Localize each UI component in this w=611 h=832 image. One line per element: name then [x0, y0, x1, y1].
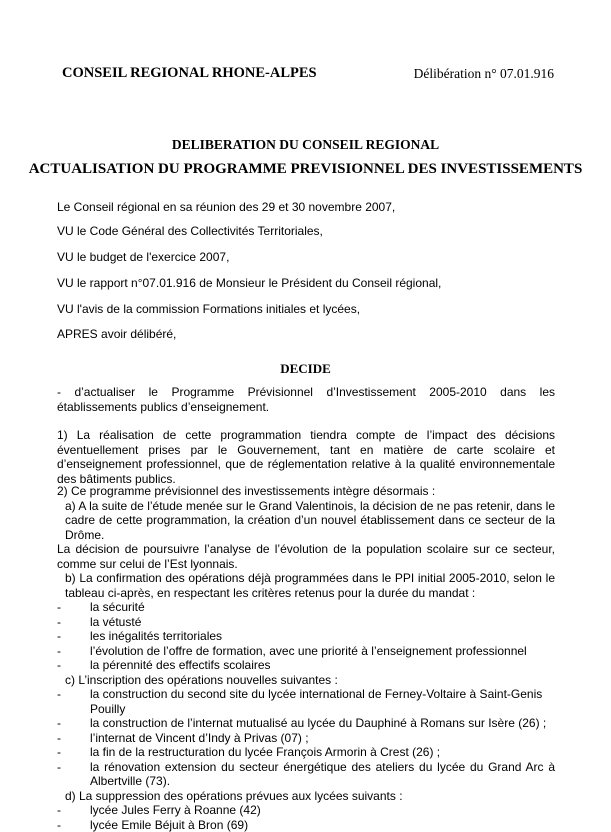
point-2-c: c) L’inscription des opérations nouvelles suivantes :: [57, 673, 555, 688]
section-point-2: [57, 484, 555, 832]
document-title: DELIBERATION DU CONSEIL REGIONAL: [0, 137, 611, 153]
criteria-list: [57, 600, 555, 673]
list-item: - la construction du second site du lycée international de Ferney-Voltaire à Saint-Genis Pouilly: [57, 687, 555, 716]
list-item: - l’internat de Vincent d’Indy à Privas (07) ;: [57, 731, 555, 746]
visa-code: VU le Code Général des Collectivités Territoriales,: [57, 224, 555, 239]
paragraph-actualiser: - d’actualiser le Programme Prévisionnel d’Investissement 2005-2010 dans les établissements publics d’enseignement.: [57, 385, 555, 414]
preamble-intro: Le Conseil régional en sa réunion des 29 et 30 novembre 2007,: [57, 200, 555, 215]
point-2-intro: 2) Ce programme prévisionnel des investissements intègre désormais :: [57, 484, 555, 499]
list-item: - la construction de l’internat mutualisé au lycée du Dauphiné à Romans sur Isère (26) ;: [57, 716, 555, 731]
paragraph-point-1: 1) La réalisation de cette programmation tiendra compte de l’impact des décisions éventuellement prises par le Gouvernement, tant en matière de carte scolaire et d’enseignement professionnel, que de réglementation relative à la qualité environnementale des bâtiments publics.: [57, 428, 555, 486]
visa-budget: VU le budget de l'exercice 2007,: [57, 250, 555, 265]
apres-delibere: APRES avoir délibéré,: [57, 327, 555, 342]
list-item: - lycée Emile Béjuit à Bron (69): [57, 818, 555, 832]
list-item: - la sécurité: [57, 600, 555, 615]
point-2-b: b) La confirmation des opérations déjà programmées dans le PPI initial 2005-2010, selon le tableau ci-après, en respectant les critères retenus pour la durée du mandat :: [57, 571, 555, 600]
visa-rapport: VU le rapport n°07.01.916 de Monsieur le Président du Conseil régional,: [57, 276, 555, 291]
new-operations-list: [57, 687, 555, 789]
list-item: - l’évolution de l’offre de formation, avec une priorité à l’enseignement professionnel: [57, 644, 555, 659]
list-item: - lycée Jules Ferry à Roanne (42): [57, 803, 555, 818]
point-2-a: a) A la suite de l’étude menée sur le Grand Valentinois, la décision de ne pas retenir, dans le cadre de cette programmation, la création d’un nouvel établissement dans ce secteur de la Drôme.: [57, 499, 555, 543]
decide-heading: DECIDE: [0, 361, 611, 377]
list-item: - la fin de la restructuration du lycée François Armorin à Crest (26) ;: [57, 745, 555, 760]
point-2-d: d) La suppression des opérations prévues aux lycées suivants :: [57, 789, 555, 804]
list-item: - les inégalités territoriales: [57, 629, 555, 644]
point-2-a-continued: La décision de poursuivre l’analyse de l’évolution de la population scolaire sur ce secteur, comme sur celui de l’Est lyonnais.: [57, 542, 555, 571]
council-name: CONSEIL REGIONAL RHONE-ALPES: [62, 65, 317, 82]
list-item: - la pérennité des effectifs scolaires: [57, 658, 555, 673]
list-item: - la vétusté: [57, 615, 555, 630]
document-subject: ACTUALISATION DU PROGRAMME PREVISIONNEL DES INVESTISSEMENTS: [0, 161, 611, 178]
list-item: - la rénovation extension du secteur énergétique des ateliers du lycée du Grand Arc à Albertville (73).: [57, 760, 555, 789]
deliberation-number: Délibération n° 07.01.916: [414, 66, 554, 82]
visa-commission: VU l'avis de la commission Formations initiales et lycées,: [57, 302, 555, 317]
suppressed-operations-list: [57, 803, 555, 832]
